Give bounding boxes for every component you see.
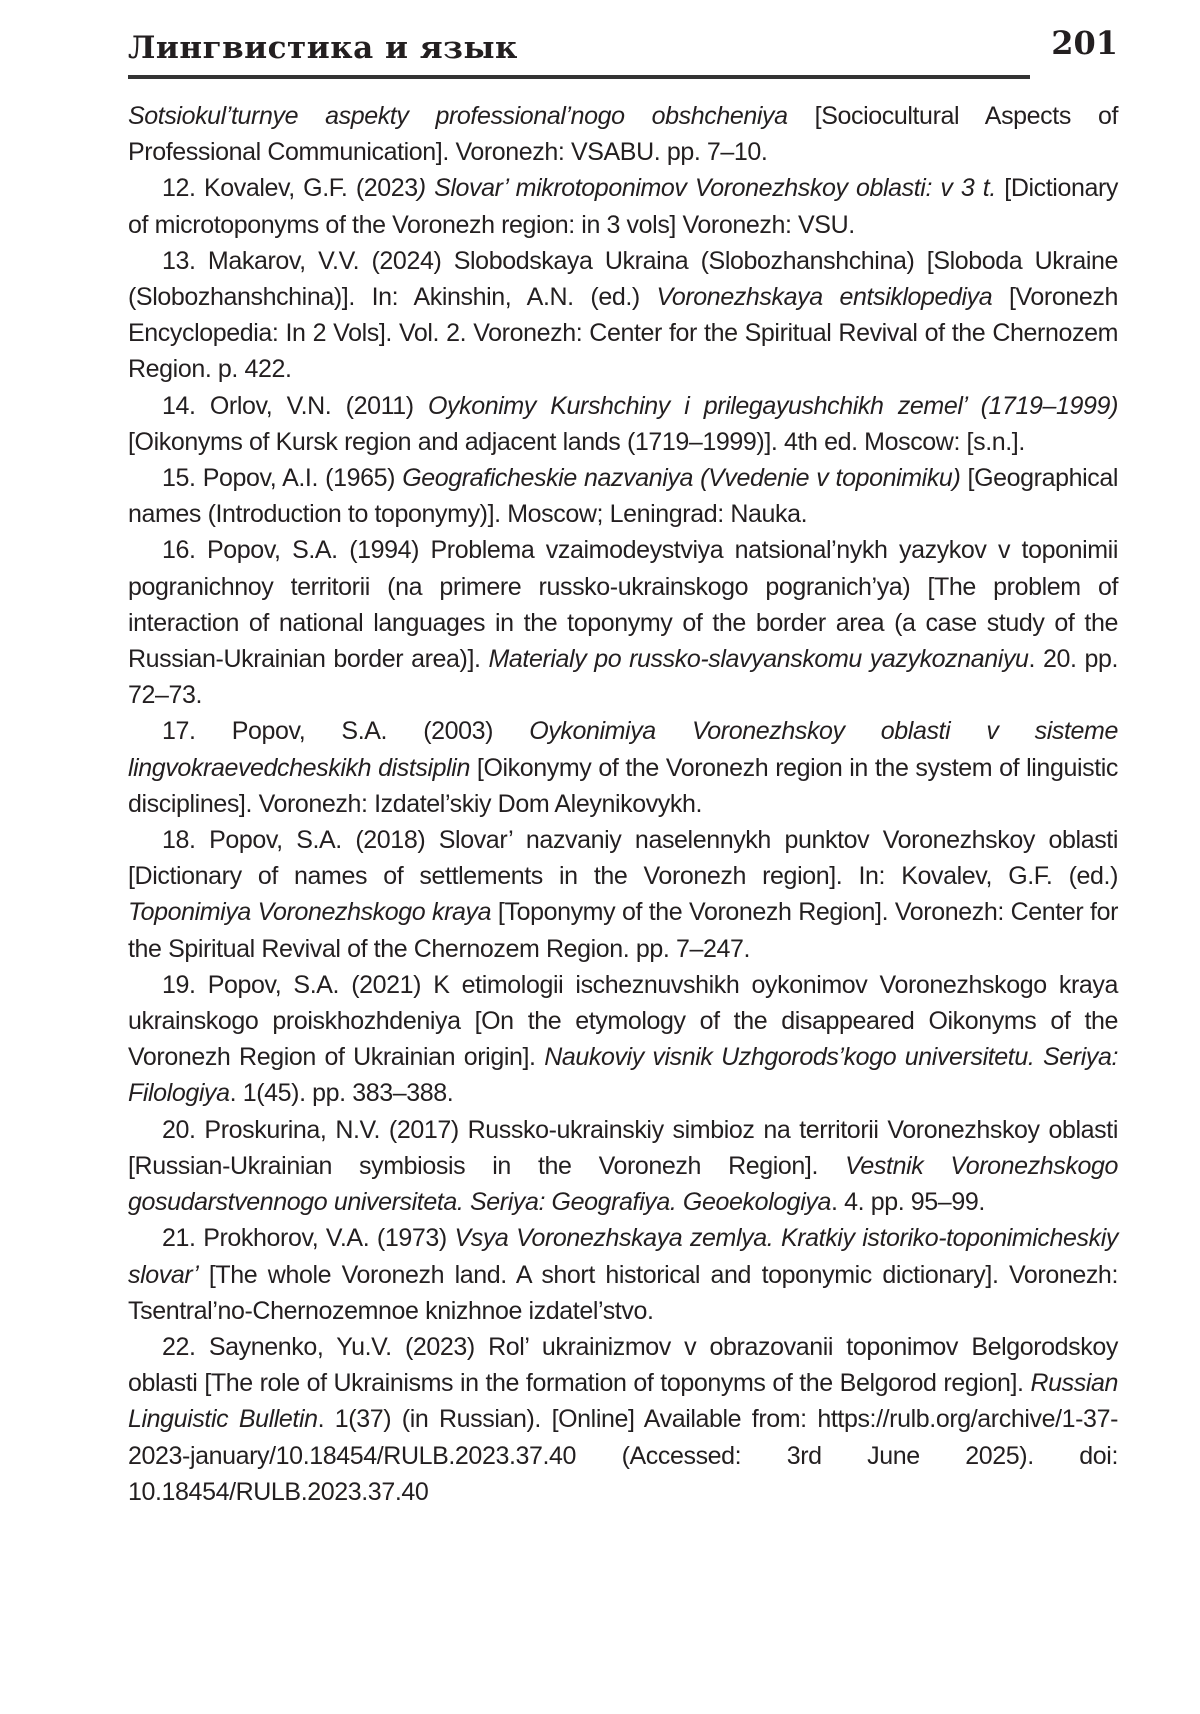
italic-title: Oykonimiya Voronezhskoy oblasti v sisteme lingvokraevedcheskikh distsiplin <box>128 717 1118 782</box>
reference-list <box>128 98 1118 1510</box>
reference-text: 19. Popov, S.A. (2021) K etimologii ischeznuvshikh oykonimov Voronezhskogo kraya ukrainskogo proiskhozhdeniya [On the etymology of the disappeared Oikonyms of the Voronezh Region of Ukrainian origin]. <box>128 970 1118 1072</box>
reference-text: 17. Popov, S.A. (2003) <box>162 717 530 746</box>
reference-text: 12. Kovalev, G.F. (2023 <box>162 174 418 203</box>
reference-text: 22. Saynenko, Yu.V. (2023) Rol’ ukrainizmov v obrazovanii toponimov Belgorodskoy oblasti [The role of Ukrainisms in the formation of toponyms of the Belgorod region]. <box>128 1332 1118 1398</box>
reference-item <box>128 170 1118 242</box>
reference-text: [Voronezh Encyclopedia: In 2 Vols]. Vol. 2. Voronezh: Center for the Spiritual Revival of the Chernozem Region. p. 422. <box>128 283 1118 384</box>
reference-text: 20. Proskurina, N.V. (2017) Russko-ukrainskiy simbioz na territorii Voronezhskoy oblasti [Russian-Ukrainian symbiosis in the Voronezh Region]. <box>128 1115 1118 1180</box>
italic-title: Materialy po russko-slavyanskomu yazykoznaniyu <box>488 645 1029 674</box>
reference-text: [Toponymy of the Voronezh Region]. Voronezh: Center for the Spiritual Revival of the Chernozem Region. pp. 7–247. <box>128 898 1118 963</box>
reference-item <box>128 460 1118 532</box>
reference-text: [The whole Voronezh land. A short historical and toponymic dictionary]. Voronezh: Tsentral’no-Chernozemnoe knizhnoe izdatel’stvo. <box>128 1260 1118 1325</box>
running-header <box>128 22 1118 82</box>
italic-title: Russian Linguistic Bulletin <box>128 1369 1118 1434</box>
section-title: Лингвистика и язык <box>128 30 518 66</box>
reference-item <box>128 243 1118 388</box>
reference-text: [Geographical names (Introduction to toponymy)]. Moscow; Leningrad: Nauka. <box>128 464 1118 529</box>
italic-title: Voronezhskaya entsiklopediya <box>656 283 993 312</box>
reference-item <box>128 1220 1118 1329</box>
reference-item <box>128 532 1118 713</box>
reference-item <box>128 1329 1118 1510</box>
reference-text: 15. Popov, A.I. (1965) <box>162 464 403 493</box>
header-rule <box>128 75 1030 79</box>
reference-item <box>128 388 1118 460</box>
reference-item <box>128 967 1118 1112</box>
reference-continuation <box>128 98 1118 170</box>
italic-title: ) Slovar’ mikrotoponimov Voronezhskoy oblasti: v 3 t. <box>417 174 996 203</box>
italic-title: Geograficheskie nazvaniya (Vvedenie v toponimiku) <box>402 464 961 493</box>
italic-title: Vestnik Voronezhskogo gosudarstvennogo universiteta. Seriya: Geografiya. Geoekologiya <box>128 1151 1118 1217</box>
italic-title: Naukoviy visnik Uzhgorods’kogo universitetu. Seriya: Filologiya <box>128 1043 1119 1108</box>
reference-item <box>128 822 1118 967</box>
italic-title: Oykonimy Kurshchiny i prilegayushchikh zemel’ (1719–1999) <box>427 391 1118 420</box>
reference-text: . 1(37) (in Russian). [Online] Available from: https://rulb.org/archive/1-37-2023-january/10.18454/RULB.2023.37.40 (Accessed: 3rd June 2025). doi: 10.18454/RULB.2023.37.40 <box>128 1405 1118 1506</box>
italic-title: Toponimiya Voronezhskogo kraya <box>128 898 492 927</box>
reference-text: [Sociocultural Aspects of Professional Communication]. Voronezh: VSABU. pp. 7–10. <box>128 102 1118 167</box>
reference-text: [Dictionary of microtoponyms of the Voronezh region: in 3 vols] Voronezh: VSU. <box>128 174 1118 239</box>
reference-item <box>128 713 1118 822</box>
reference-text: 16. Popov, S.A. (1994) Problema vzaimodeystviya natsional’nykh yazykov v toponimii pogranichnoy territorii (na primere russko-ukrainskogo pogranich’ya) [The problem of interaction of national languages in the toponymy of the border area (a case study of the Russian-Ukrainian border area)]. <box>128 536 1118 674</box>
reference-text: . 1(45). pp. 383–388. <box>229 1079 454 1108</box>
reference-item <box>128 1112 1118 1221</box>
page-number: 201 <box>1051 24 1118 62</box>
reference-text: 14. Orlov, V.N. (2011) <box>162 391 428 420</box>
reference-text: 21. Prokhorov, V.A. (1973) <box>162 1224 455 1253</box>
reference-text: 13. Makarov, V.V. (2024) Slobodskaya Ukraina (Slobozhanshchina) [Sloboda Ukraine (Slobozhanshchina)]. In: Akinshin, A.N. (ed.) <box>128 246 1118 312</box>
reference-text: 18. Popov, S.A. (2018) Slovar’ nazvaniy naselennykh punktov Voronezhskoy oblasti [Dictionary of names of settlements in the Voronezh region]. In: Kovalev, G.F. (ed.) <box>128 826 1118 891</box>
reference-text: . 4. pp. 95–99. <box>831 1188 985 1217</box>
reference-text: [Oikonymy of the Voronezh region in the system of linguistic disciplines]. Voronezh: Izdatel’skiy Dom Aleynikovykh. <box>128 753 1118 818</box>
reference-text: . 20. pp. 72–73. <box>128 645 1119 710</box>
italic-title: Sotsiokul’turnye aspekty professional’nogo obshcheniya <box>128 102 788 130</box>
reference-text: [Oikonyms of Kursk region and adjacent lands (1719–1999)]. 4th ed. Moscow: [s.n.]. <box>128 427 1025 456</box>
italic-title: Vsya Voronezhskaya zemlya. Kratkiy istoriko-toponimicheskiy slovar’ <box>128 1224 1118 1289</box>
